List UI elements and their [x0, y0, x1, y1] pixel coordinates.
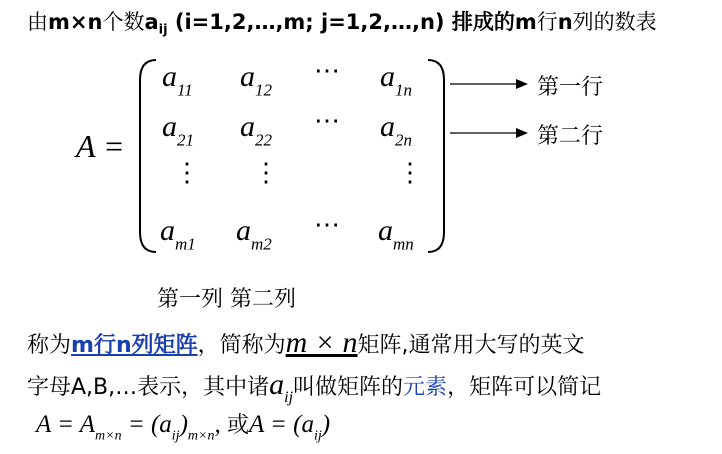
naming-text-1: 字母A,B,…表示，其中诸	[27, 375, 270, 400]
intro-range: (i=1,2,…,m; j=1,2,…,n) 排成的	[167, 10, 515, 34]
column-labels: 第一列 第二列	[157, 287, 296, 312]
cell-a12: $a_{12}$	[240, 60, 272, 100]
definition-text-3: 矩阵,通常用大写的英文	[357, 333, 585, 358]
cell-am2: $a_{m2}$	[236, 214, 272, 254]
cell-hdots: ⋯	[314, 210, 340, 239]
row-label-2: 第二行	[537, 124, 604, 149]
matrix-name: A =	[76, 128, 125, 164]
element-term: 元素	[403, 375, 448, 400]
cell-vdots: ⋮	[174, 158, 200, 187]
notation-comma: ,	[214, 411, 227, 438]
naming-text-3: ，矩阵可以简记	[447, 375, 602, 400]
cell-hdots: ⋯	[314, 106, 340, 135]
intro-text-1: 由	[27, 10, 48, 34]
naming-a: a	[269, 368, 285, 401]
row-arrow-1	[450, 79, 528, 89]
intro-m2: m	[514, 10, 537, 34]
cell-amn: $a_{mn}$	[378, 214, 414, 254]
definition-line	[27, 326, 585, 360]
notation-sub-1: m×n	[95, 428, 122, 444]
intro-ij: ij	[158, 22, 168, 38]
intro-times: ×	[69, 10, 88, 34]
notation-close-2: )	[321, 411, 331, 438]
matrix-term-link[interactable]: m行n列矩阵	[71, 333, 198, 358]
right-bracket	[428, 60, 444, 252]
naming-text-2: 叫做矩阵的	[293, 375, 404, 400]
notation-eq: = (a	[121, 411, 172, 438]
notation-close-1: )	[179, 411, 188, 438]
mxn-formula: m × n	[285, 326, 358, 359]
intro-a: a	[144, 10, 159, 34]
notation-or: 或	[226, 413, 249, 438]
cell-a1n: $a_{1n}$	[380, 60, 412, 100]
cell-am1: $a_{m1}$	[160, 214, 196, 254]
intro-text-4: 行	[536, 10, 558, 34]
naming-ij: ij	[284, 389, 294, 406]
intro-text-2: 个数	[102, 10, 145, 34]
notation-ij-1: ij	[171, 428, 180, 444]
naming-line	[27, 368, 601, 407]
definition-text-1: 称为	[27, 333, 72, 358]
notation-lhs: A = A	[36, 411, 96, 438]
intro-text-5: 列的数表	[572, 10, 657, 34]
cell-a2n: $a_{2n}$	[380, 110, 412, 150]
cell-vdots: ⋮	[397, 158, 423, 187]
cell-a21: $a_{21}$	[162, 110, 194, 150]
cell-a11: $a_{11}$	[162, 60, 193, 100]
notation-ij-2: ij	[313, 428, 322, 444]
notation-rhs: A = (a	[248, 411, 314, 438]
notation-line	[36, 408, 330, 445]
definition-text-2: ，简称为	[197, 333, 286, 358]
cell-a22: $a_{22}$	[240, 110, 272, 150]
notation-sub-2: m×n	[187, 428, 215, 444]
intro-n2: n	[557, 10, 573, 34]
row-arrow-2	[450, 128, 528, 138]
left-bracket	[140, 60, 156, 252]
cell-vdots: ⋮	[253, 158, 279, 187]
cell-hdots: ⋯	[314, 56, 340, 85]
row-label-1: 第一行	[537, 75, 604, 100]
intro-n: n	[87, 10, 103, 34]
intro-m: m	[48, 10, 70, 34]
